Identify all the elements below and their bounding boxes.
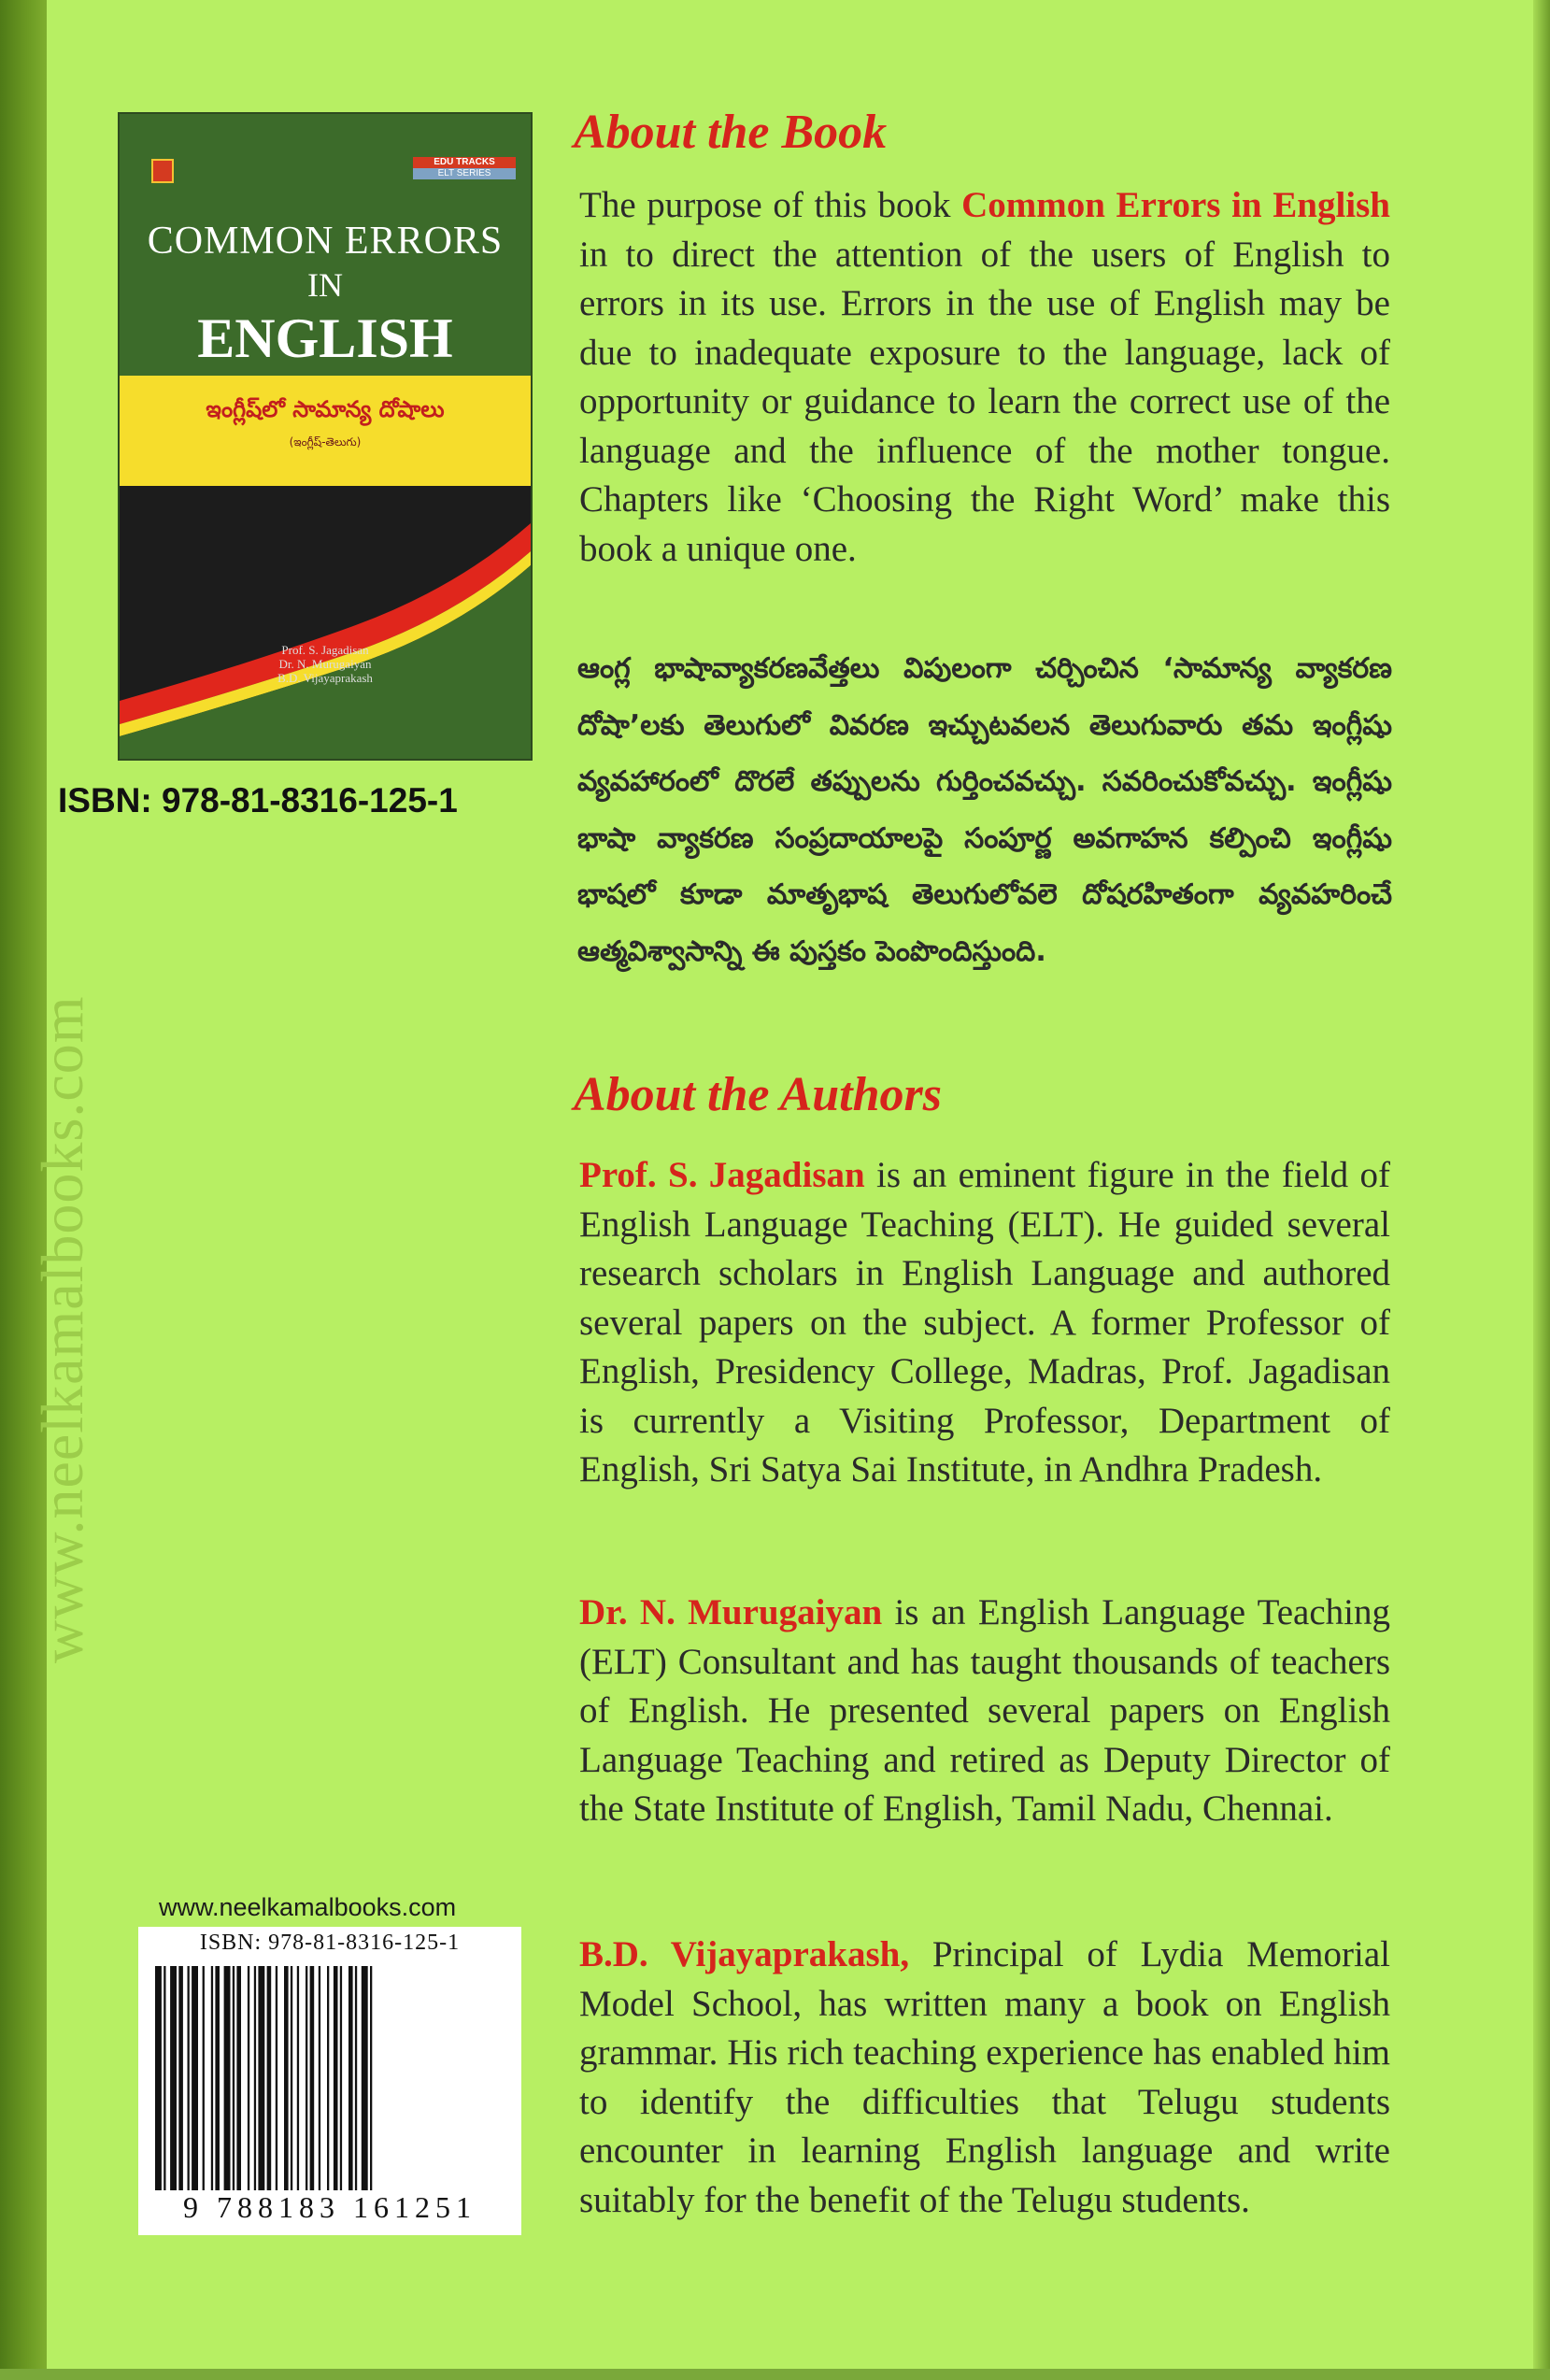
barcode-bar (192, 1966, 198, 2200)
barcode-bar (334, 1966, 338, 2200)
author-bio-2 (579, 1589, 1390, 1834)
author-bio-text-1: is an eminent figure in the field of English Language Teaching (ELT). He guided several research scholars in English Language and authored several papers on the subject. A former Professor of English, Presidency College, Madras, Prof. Jagadisan is currently a Visiting Professor, Department of English, Sri Satya Sai Institute, in Andhra Pradesh. (579, 1155, 1390, 1489)
barcode-digits: 9 788183 161251 (138, 2190, 521, 2225)
series-badge-top: EDU TRACKS (413, 157, 516, 168)
book-title-highlight: Common Errors in English (961, 185, 1390, 225)
barcode-bar (254, 1966, 256, 2200)
barcode-bar (276, 1966, 277, 2200)
barcode-bar (370, 1966, 372, 2200)
cover-authors (120, 643, 531, 685)
barcode-bar (362, 1966, 368, 2200)
barcode-bar (355, 1966, 357, 2200)
cover-telugu-subtitle: (ఇంగ్లీష్-తెలుగు) (289, 435, 362, 449)
cover-author-2: Dr. N. Murugaiyan (278, 657, 372, 671)
author-name-2: Dr. N. Murugaiyan (579, 1592, 883, 1632)
front-cover-thumbnail (118, 112, 533, 761)
series-badge (413, 157, 516, 179)
barcode-bar (258, 1966, 264, 2200)
telugu-paragraph: ఆంగ్ల భాషావ్యాకరణవేత్తలు విపులంగా చర్చించిన ‘సామాన్య వ్యాకరణ దోషా’లకు తెలుగులో వివరణ ఇచ్చుటవలన తెలుగువారు తమ ఇంగ్లీషు వ్యవహారంలో దొరలే తప్పులను గుర్తించవచ్చు. సవరించుకోవచ్చు. ఇంగ్లీషు భాషా వ్యాకరణ సంప్రదాయాలపై సంపూర్ణ అవగాహన కల్పించి ఇంగ్లీషు భాషలో కూడా మాతృభాష తెలుగులోవలె దోషరహితంగా వ్యవహరించే ఆత్మవిశ్వాసాన్ని ఈ పుస్తకం పెంపొందిస్తుంది. (577, 652, 1392, 968)
barcode-bars (153, 1966, 506, 2200)
barcode-bar (170, 1966, 177, 2200)
cover-dark-panel (120, 486, 531, 759)
barcode-bar (319, 1966, 320, 2200)
barcode-bar (291, 1966, 292, 2200)
barcode-bar (224, 1966, 231, 2200)
barcode-bar (284, 1966, 289, 2200)
barcode-bar (340, 1966, 342, 2200)
barcode-bar (215, 1966, 220, 2200)
series-badge-bottom: ELT SERIES (413, 168, 516, 179)
barcode-bar (348, 1966, 353, 2200)
cover-author-1: Prof. S. Jagadisan (281, 643, 369, 657)
barcode-bar (327, 1966, 329, 2200)
barcode-bar (211, 1966, 213, 2200)
cover-bottom-edge (0, 2369, 1550, 2380)
author-bio-text-2: is an English Language Teaching (ELT) Consultant and has taught thousands of teachers of English. He presented several papers on English Language Teaching and retired as Deputy Director of the State Institute of English, Tamil Nadu, Chennai. (579, 1592, 1390, 1829)
author-bio-text-3: Principal of Lydia Memorial Model School, has written many a book on English grammar. His rich teaching experience has enabled him to identify the difficulties that Telugu students encounter in learning English language and write suitably for the benefit of the Telugu students. (579, 1934, 1390, 2220)
about-book-text-before: The purpose of this book (579, 185, 962, 225)
author-bio-3 (579, 1931, 1390, 2225)
cover-title-line1: COMMON ERRORS (147, 220, 504, 263)
barcode-bar (203, 1966, 205, 2200)
cover-telugu-band (120, 376, 531, 486)
about-book-paragraph (579, 181, 1390, 574)
cover-title-line3: ENGLISH (197, 307, 453, 369)
cover-author-3: B.D. Vijayaprakash (277, 671, 373, 685)
about-authors-heading: About the Authors (574, 1068, 943, 1121)
barcode-bar (155, 1966, 162, 2200)
about-book-text-after: in to direct the attention of the users of English to errors in its use. Errors in the use of English may be due to inadequate exposure to the language, lack of opportunity or guidance to learn the correct use of the language and the influence of the mother tongue. Chapters like ‘Choosing the Right Word’ make this book a unique one. (579, 234, 1390, 569)
book-spine (0, 0, 95, 2380)
spine-website-watermark: www.neelkamalbooks.com (29, 995, 95, 1663)
publisher-website: www.neelkamalbooks.com (159, 1893, 457, 1921)
cover-right-edge (1533, 0, 1550, 2380)
barcode-isbn: ISBN: 978-81-8316-125-1 (199, 1931, 461, 1955)
barcode-bar (267, 1966, 272, 2200)
author-bio-1 (579, 1151, 1390, 1495)
cover-swoosh-graphic (120, 486, 531, 759)
publisher-logo-icon (151, 159, 174, 183)
barcode-bar (233, 1966, 235, 2200)
barcode-bar (236, 1966, 241, 2200)
author-name-3: B.D. Vijayaprakash, (579, 1934, 910, 1974)
isbn-label: ISBN: 978-81-8316-125-1 (58, 781, 458, 819)
barcode-box (138, 1927, 521, 2235)
barcode-bar (306, 1966, 307, 2200)
barcode-bar (178, 1966, 183, 2200)
barcode-bar (297, 1966, 299, 2200)
barcode-bar (188, 1966, 190, 2200)
cover-title-line2: IN (307, 266, 343, 304)
barcode-bar (164, 1966, 165, 2200)
author-name-1: Prof. S. Jagadisan (579, 1155, 865, 1195)
cover-telugu-title: ఇంగ్లీష్‌లో సామాన్య దోషాలు (206, 396, 445, 422)
barcode-bar (248, 1966, 249, 2200)
barcode-bar (310, 1966, 315, 2200)
about-book-heading: About the Book (574, 106, 888, 159)
